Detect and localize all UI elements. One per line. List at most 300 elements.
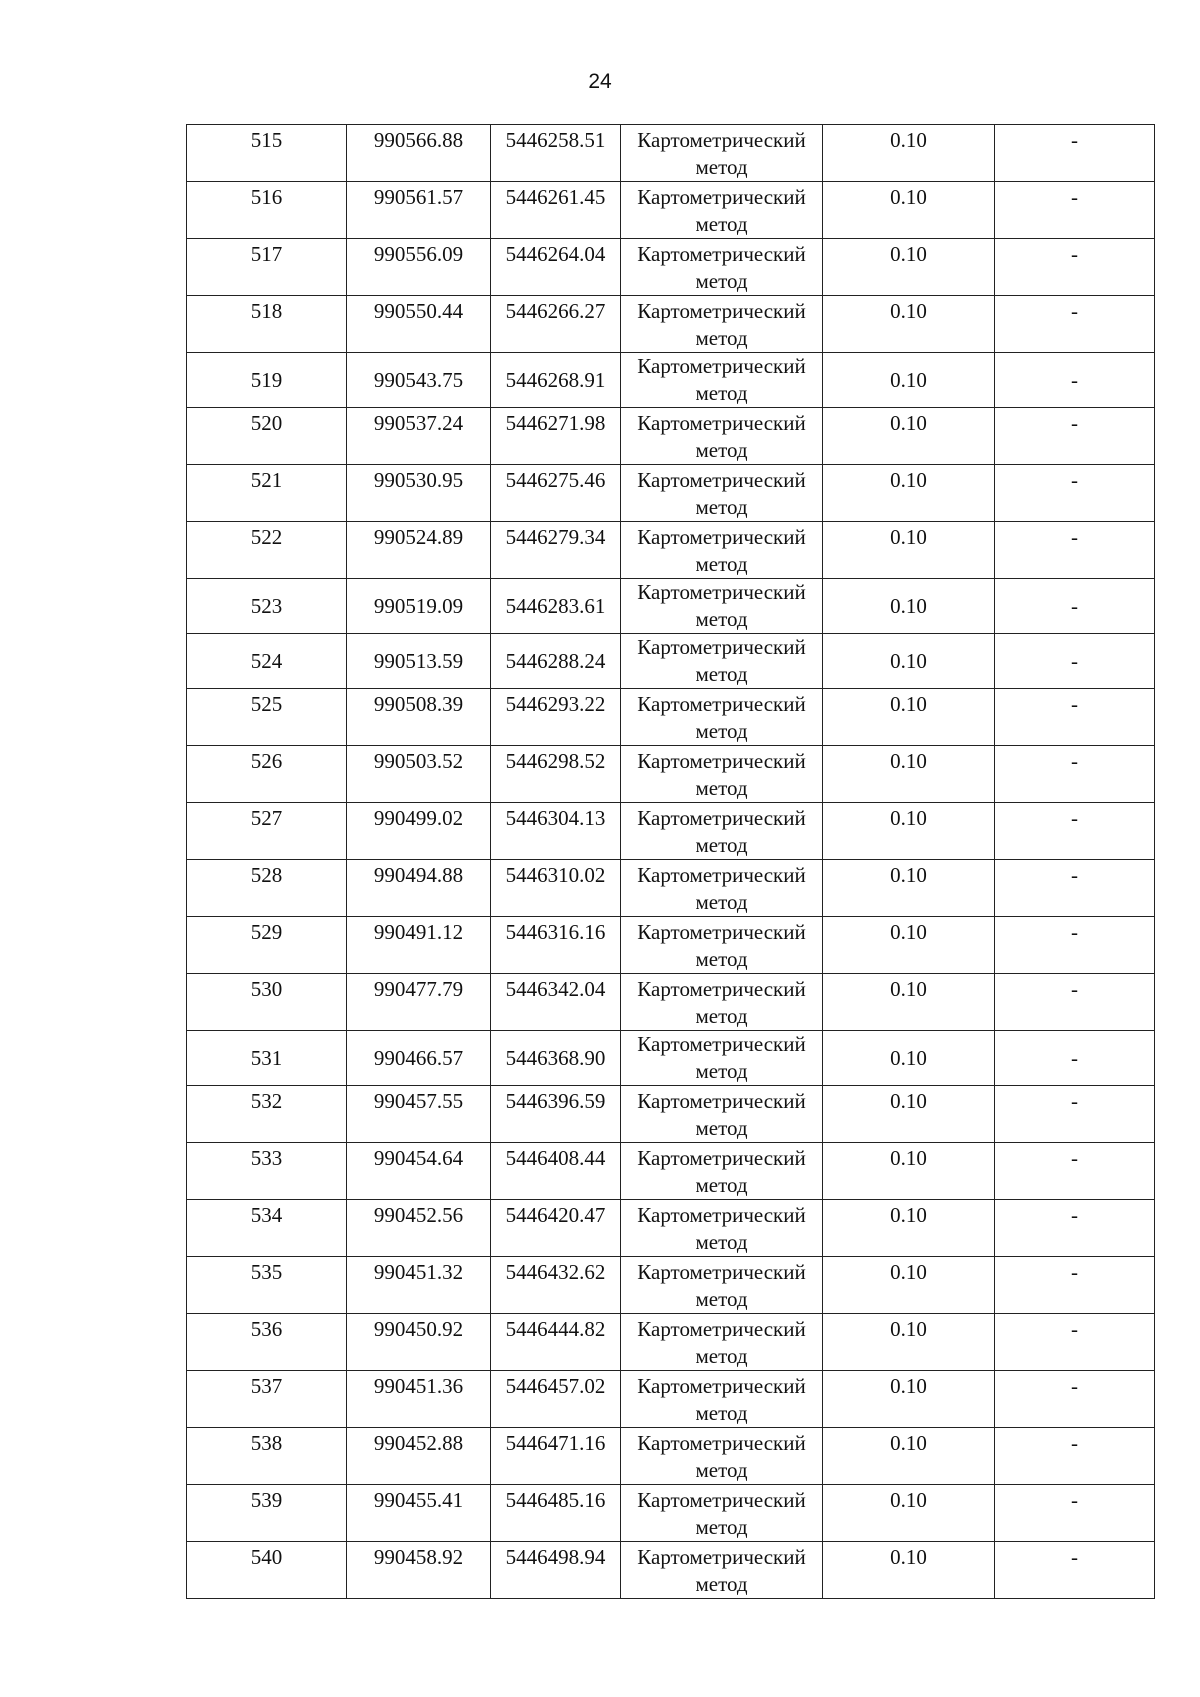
x-coordinate-cell-text: 990537.24 — [373, 411, 464, 435]
note-cell — [995, 917, 1155, 974]
y-coordinate-cell — [491, 746, 621, 803]
x-coordinate-cell — [347, 689, 491, 746]
accuracy-cell-text: 0.10 — [890, 692, 927, 716]
accuracy-cell-text: 0.10 — [890, 411, 927, 435]
x-coordinate-cell — [347, 239, 491, 296]
note-cell — [995, 1200, 1155, 1257]
method-line-1: Картометрический — [637, 1146, 806, 1170]
point-number-cell-text: 516 — [250, 185, 283, 209]
y-coordinate-cell-text: 5446485.16 — [505, 1488, 606, 1512]
coordinates-table-body — [187, 125, 1155, 1599]
note-cell-text: - — [1071, 411, 1078, 435]
accuracy-cell — [823, 296, 995, 353]
note-cell-text: - — [1071, 525, 1078, 549]
note-cell — [995, 1428, 1155, 1485]
note-cell-text: - — [1071, 1374, 1078, 1398]
accuracy-cell — [823, 125, 995, 182]
method-line-2: метод — [695, 890, 748, 914]
method-cell — [621, 974, 823, 1031]
method-line-1: Картометрический — [637, 580, 806, 604]
y-coordinate-cell — [491, 1086, 621, 1143]
accuracy-cell — [823, 1200, 995, 1257]
y-coordinate-cell-text: 5446288.24 — [505, 648, 606, 673]
method-cell — [621, 1086, 823, 1143]
note-cell — [995, 1031, 1155, 1086]
method-text — [621, 239, 822, 295]
x-coordinate-cell-text: 990455.41 — [373, 1488, 464, 1512]
method-text — [621, 803, 822, 859]
note-cell — [995, 803, 1155, 860]
point-number-cell — [187, 1428, 347, 1485]
note-cell-text: - — [1071, 1545, 1078, 1569]
y-coordinate-cell-text: 5446368.90 — [505, 1045, 606, 1070]
accuracy-cell-text: 0.10 — [890, 468, 927, 492]
point-number-cell-text: 530 — [250, 977, 283, 1001]
point-number-cell-text: 518 — [250, 299, 283, 323]
y-coordinate-cell — [491, 1200, 621, 1257]
method-line-1: Картометрический — [637, 806, 806, 830]
point-number-cell-text: 517 — [250, 242, 283, 266]
note-cell-text: - — [1071, 806, 1078, 830]
x-coordinate-cell — [347, 1200, 491, 1257]
method-line-1: Картометрический — [637, 1032, 806, 1056]
x-coordinate-cell-text: 990550.44 — [373, 299, 464, 323]
method-line-1: Картометрический — [637, 863, 806, 887]
method-line-2: метод — [695, 326, 748, 350]
y-coordinate-cell-text: 5446279.34 — [505, 525, 606, 549]
method-line-2: метод — [695, 1344, 748, 1368]
point-number-cell — [187, 1031, 347, 1086]
method-text — [621, 465, 822, 521]
method-text — [621, 522, 822, 578]
point-number-cell — [187, 860, 347, 917]
method-cell — [621, 465, 823, 522]
point-number-cell — [187, 689, 347, 746]
point-number-cell — [187, 408, 347, 465]
point-number-cell — [187, 125, 347, 182]
method-cell — [621, 1143, 823, 1200]
method-line-1: Картометрический — [637, 525, 806, 549]
y-coordinate-cell-text: 5446258.51 — [505, 128, 606, 152]
y-coordinate-cell — [491, 465, 621, 522]
table-row — [187, 917, 1155, 974]
note-cell — [995, 239, 1155, 296]
point-number-cell — [187, 522, 347, 579]
method-cell — [621, 634, 823, 689]
x-coordinate-cell — [347, 1257, 491, 1314]
point-number-cell — [187, 465, 347, 522]
method-cell — [621, 125, 823, 182]
y-coordinate-cell-text: 5446396.59 — [505, 1089, 606, 1113]
x-coordinate-cell — [347, 465, 491, 522]
y-coordinate-cell — [491, 1257, 621, 1314]
method-line-2: метод — [695, 438, 748, 462]
method-line-2: метод — [695, 552, 748, 576]
method-cell — [621, 296, 823, 353]
y-coordinate-cell-text: 5446304.13 — [505, 806, 606, 830]
accuracy-cell — [823, 465, 995, 522]
table-row — [187, 634, 1155, 689]
method-text — [621, 1428, 822, 1484]
method-line-2: метод — [695, 269, 748, 293]
x-coordinate-cell — [347, 1371, 491, 1428]
point-number-cell-text: 524 — [250, 648, 283, 673]
point-number-cell — [187, 1200, 347, 1257]
note-cell — [995, 1314, 1155, 1371]
method-line-2: метод — [695, 1458, 748, 1482]
x-coordinate-cell — [347, 1031, 491, 1086]
accuracy-cell — [823, 860, 995, 917]
note-cell — [995, 689, 1155, 746]
method-cell — [621, 1200, 823, 1257]
method-text — [621, 1086, 822, 1142]
note-cell-text: - — [1071, 1089, 1078, 1113]
method-line-1: Картометрический — [637, 299, 806, 323]
x-coordinate-cell-text: 990450.92 — [373, 1317, 464, 1341]
note-cell-text: - — [1071, 242, 1078, 266]
accuracy-cell-text: 0.10 — [890, 128, 927, 152]
method-cell — [621, 1257, 823, 1314]
method-cell — [621, 239, 823, 296]
table-row — [187, 296, 1155, 353]
method-text — [621, 579, 822, 633]
method-line-1: Картометрический — [637, 1089, 806, 1113]
y-coordinate-cell-text: 5446266.27 — [505, 299, 606, 323]
method-line-2: метод — [695, 155, 748, 179]
x-coordinate-cell — [347, 634, 491, 689]
table-row — [187, 1200, 1155, 1257]
y-coordinate-cell — [491, 1143, 621, 1200]
y-coordinate-cell — [491, 1314, 621, 1371]
note-cell-text: - — [1071, 468, 1078, 492]
y-coordinate-cell-text: 5446271.98 — [505, 411, 606, 435]
accuracy-cell-text: 0.10 — [890, 648, 927, 673]
method-text — [621, 917, 822, 973]
point-number-cell-text: 535 — [250, 1260, 283, 1284]
table-row — [187, 125, 1155, 182]
note-cell — [995, 522, 1155, 579]
method-line-1: Картометрический — [637, 411, 806, 435]
accuracy-cell-text: 0.10 — [890, 525, 927, 549]
accuracy-cell — [823, 408, 995, 465]
x-coordinate-cell-text: 990519.09 — [373, 593, 464, 618]
y-coordinate-cell-text: 5446408.44 — [505, 1146, 606, 1170]
note-cell — [995, 296, 1155, 353]
accuracy-cell-text: 0.10 — [890, 920, 927, 944]
method-text — [621, 353, 822, 407]
x-coordinate-cell-text: 990503.52 — [373, 749, 464, 773]
point-number-cell-text: 519 — [250, 367, 283, 392]
note-cell-text: - — [1071, 1260, 1078, 1284]
point-number-cell-text: 534 — [250, 1203, 283, 1227]
note-cell — [995, 182, 1155, 239]
note-cell — [995, 1371, 1155, 1428]
note-cell-text: - — [1071, 593, 1078, 618]
accuracy-cell — [823, 1031, 995, 1086]
method-cell — [621, 353, 823, 408]
method-cell — [621, 1542, 823, 1599]
method-line-1: Картометрический — [637, 1203, 806, 1227]
note-cell — [995, 1086, 1155, 1143]
point-number-cell — [187, 296, 347, 353]
y-coordinate-cell — [491, 579, 621, 634]
x-coordinate-cell — [347, 579, 491, 634]
y-coordinate-cell — [491, 1485, 621, 1542]
point-number-cell — [187, 239, 347, 296]
x-coordinate-cell — [347, 917, 491, 974]
method-cell — [621, 746, 823, 803]
note-cell — [995, 353, 1155, 408]
x-coordinate-cell — [347, 125, 491, 182]
method-line-2: метод — [695, 381, 748, 405]
x-coordinate-cell — [347, 1086, 491, 1143]
method-text — [621, 1143, 822, 1199]
note-cell-text: - — [1071, 367, 1078, 392]
x-coordinate-cell-text: 990499.02 — [373, 806, 464, 830]
table-row — [187, 803, 1155, 860]
method-line-2: метод — [695, 1515, 748, 1539]
note-cell — [995, 860, 1155, 917]
y-coordinate-cell-text: 5446268.91 — [505, 367, 606, 392]
accuracy-cell-text: 0.10 — [890, 1488, 927, 1512]
note-cell — [995, 1485, 1155, 1542]
x-coordinate-cell — [347, 522, 491, 579]
accuracy-cell-text: 0.10 — [890, 593, 927, 618]
accuracy-cell — [823, 1542, 995, 1599]
accuracy-cell — [823, 746, 995, 803]
table-row — [187, 746, 1155, 803]
method-line-2: метод — [695, 212, 748, 236]
note-cell-text: - — [1071, 299, 1078, 323]
point-number-cell — [187, 1086, 347, 1143]
accuracy-cell-text: 0.10 — [890, 863, 927, 887]
point-number-cell — [187, 579, 347, 634]
y-coordinate-cell — [491, 1031, 621, 1086]
method-line-1: Картометрический — [637, 1374, 806, 1398]
accuracy-cell-text: 0.10 — [890, 299, 927, 323]
method-line-1: Картометрический — [637, 242, 806, 266]
x-coordinate-cell-text: 990451.36 — [373, 1374, 464, 1398]
y-coordinate-cell — [491, 1542, 621, 1599]
method-line-1: Картометрический — [637, 749, 806, 773]
x-coordinate-cell-text: 990513.59 — [373, 648, 464, 673]
point-number-cell-text: 533 — [250, 1146, 283, 1170]
accuracy-cell — [823, 1314, 995, 1371]
method-line-1: Картометрический — [637, 1431, 806, 1455]
y-coordinate-cell — [491, 296, 621, 353]
table-row — [187, 1542, 1155, 1599]
method-cell — [621, 689, 823, 746]
point-number-cell-text: 536 — [250, 1317, 283, 1341]
method-cell — [621, 1428, 823, 1485]
accuracy-cell — [823, 1371, 995, 1428]
y-coordinate-cell — [491, 689, 621, 746]
accuracy-cell-text: 0.10 — [890, 1045, 927, 1070]
point-number-cell — [187, 353, 347, 408]
x-coordinate-cell — [347, 1428, 491, 1485]
y-coordinate-cell — [491, 917, 621, 974]
point-number-cell-text: 529 — [250, 920, 283, 944]
y-coordinate-cell — [491, 860, 621, 917]
table-row — [187, 1086, 1155, 1143]
accuracy-cell — [823, 689, 995, 746]
coordinates-table — [186, 124, 1155, 1599]
point-number-cell-text: 528 — [250, 863, 283, 887]
method-text — [621, 408, 822, 464]
table-row — [187, 579, 1155, 634]
method-cell — [621, 1314, 823, 1371]
note-cell-text: - — [1071, 648, 1078, 673]
table-row — [187, 1314, 1155, 1371]
note-cell-text: - — [1071, 977, 1078, 1001]
method-cell — [621, 1371, 823, 1428]
y-coordinate-cell-text: 5446275.46 — [505, 468, 606, 492]
x-coordinate-cell — [347, 746, 491, 803]
method-cell — [621, 860, 823, 917]
accuracy-cell — [823, 239, 995, 296]
y-coordinate-cell-text: 5446444.82 — [505, 1317, 606, 1341]
point-number-cell — [187, 1542, 347, 1599]
accuracy-cell — [823, 974, 995, 1031]
x-coordinate-cell — [347, 860, 491, 917]
x-coordinate-cell-text: 990466.57 — [373, 1045, 464, 1070]
table-row — [187, 689, 1155, 746]
note-cell-text: - — [1071, 185, 1078, 209]
point-number-cell-text: 520 — [250, 411, 283, 435]
y-coordinate-cell-text: 5446342.04 — [505, 977, 606, 1001]
method-cell — [621, 917, 823, 974]
accuracy-cell — [823, 353, 995, 408]
x-coordinate-cell — [347, 974, 491, 1031]
accuracy-cell — [823, 522, 995, 579]
point-number-cell — [187, 1314, 347, 1371]
method-line-1: Картометрический — [637, 692, 806, 716]
note-cell-text: - — [1071, 128, 1078, 152]
note-cell-text: - — [1071, 920, 1078, 944]
accuracy-cell-text: 0.10 — [890, 1545, 927, 1569]
y-coordinate-cell-text: 5446298.52 — [505, 749, 606, 773]
method-text — [621, 1485, 822, 1541]
x-coordinate-cell — [347, 182, 491, 239]
table-row — [187, 182, 1155, 239]
method-line-2: метод — [695, 833, 748, 857]
accuracy-cell — [823, 917, 995, 974]
method-line-2: метод — [695, 1059, 748, 1083]
note-cell-text: - — [1071, 863, 1078, 887]
y-coordinate-cell — [491, 634, 621, 689]
point-number-cell — [187, 803, 347, 860]
method-line-2: метод — [695, 495, 748, 519]
method-text — [621, 296, 822, 352]
y-coordinate-cell-text: 5446432.62 — [505, 1260, 606, 1284]
x-coordinate-cell-text: 990452.56 — [373, 1203, 464, 1227]
method-line-2: метод — [695, 776, 748, 800]
note-cell — [995, 1542, 1155, 1599]
x-coordinate-cell-text: 990530.95 — [373, 468, 464, 492]
y-coordinate-cell-text: 5446261.45 — [505, 185, 606, 209]
method-line-2: метод — [695, 1230, 748, 1254]
point-number-cell — [187, 182, 347, 239]
y-coordinate-cell — [491, 408, 621, 465]
method-line-1: Картометрический — [637, 635, 806, 659]
note-cell-text: - — [1071, 1045, 1078, 1070]
y-coordinate-cell — [491, 239, 621, 296]
accuracy-cell — [823, 1086, 995, 1143]
table-row — [187, 408, 1155, 465]
point-number-cell — [187, 1143, 347, 1200]
method-line-1: Картометрический — [637, 468, 806, 492]
table-row — [187, 1371, 1155, 1428]
point-number-cell-text: 531 — [250, 1045, 283, 1070]
point-number-cell — [187, 634, 347, 689]
point-number-cell-text: 539 — [250, 1488, 283, 1512]
table-row — [187, 1031, 1155, 1086]
x-coordinate-cell-text: 990566.88 — [373, 128, 464, 152]
point-number-cell — [187, 917, 347, 974]
accuracy-cell-text: 0.10 — [890, 185, 927, 209]
note-cell — [995, 974, 1155, 1031]
y-coordinate-cell-text: 5446420.47 — [505, 1203, 606, 1227]
method-line-1: Картометрический — [637, 977, 806, 1001]
x-coordinate-cell — [347, 353, 491, 408]
x-coordinate-cell-text: 990524.89 — [373, 525, 464, 549]
accuracy-cell — [823, 803, 995, 860]
x-coordinate-cell — [347, 1485, 491, 1542]
method-cell — [621, 1485, 823, 1542]
x-coordinate-cell — [347, 803, 491, 860]
point-number-cell — [187, 1257, 347, 1314]
note-cell-text: - — [1071, 1146, 1078, 1170]
note-cell-text: - — [1071, 749, 1078, 773]
x-coordinate-cell-text: 990561.57 — [373, 185, 464, 209]
x-coordinate-cell — [347, 408, 491, 465]
table-row — [187, 353, 1155, 408]
x-coordinate-cell-text: 990477.79 — [373, 977, 464, 1001]
point-number-cell-text: 523 — [250, 593, 283, 618]
y-coordinate-cell-text: 5446283.61 — [505, 593, 606, 618]
method-line-2: метод — [695, 1116, 748, 1140]
note-cell-text: - — [1071, 692, 1078, 716]
table-row — [187, 1143, 1155, 1200]
note-cell — [995, 634, 1155, 689]
method-line-2: метод — [695, 719, 748, 743]
x-coordinate-cell-text: 990491.12 — [373, 920, 464, 944]
y-coordinate-cell — [491, 125, 621, 182]
accuracy-cell-text: 0.10 — [890, 1146, 927, 1170]
point-number-cell-text: 527 — [250, 806, 283, 830]
accuracy-cell — [823, 1485, 995, 1542]
table-row — [187, 465, 1155, 522]
point-number-cell-text: 515 — [250, 128, 283, 152]
point-number-cell — [187, 1371, 347, 1428]
method-cell — [621, 1031, 823, 1086]
accuracy-cell — [823, 579, 995, 634]
note-cell-text: - — [1071, 1317, 1078, 1341]
method-text — [621, 125, 822, 181]
accuracy-cell-text: 0.10 — [890, 1431, 927, 1455]
method-text — [621, 1257, 822, 1313]
x-coordinate-cell — [347, 296, 491, 353]
y-coordinate-cell-text: 5446498.94 — [505, 1545, 606, 1569]
method-line-2: метод — [695, 947, 748, 971]
method-text — [621, 689, 822, 745]
method-cell — [621, 522, 823, 579]
method-cell — [621, 182, 823, 239]
table-row — [187, 860, 1155, 917]
table-row — [187, 1257, 1155, 1314]
method-line-1: Картометрический — [637, 1260, 806, 1284]
note-cell-text: - — [1071, 1488, 1078, 1512]
